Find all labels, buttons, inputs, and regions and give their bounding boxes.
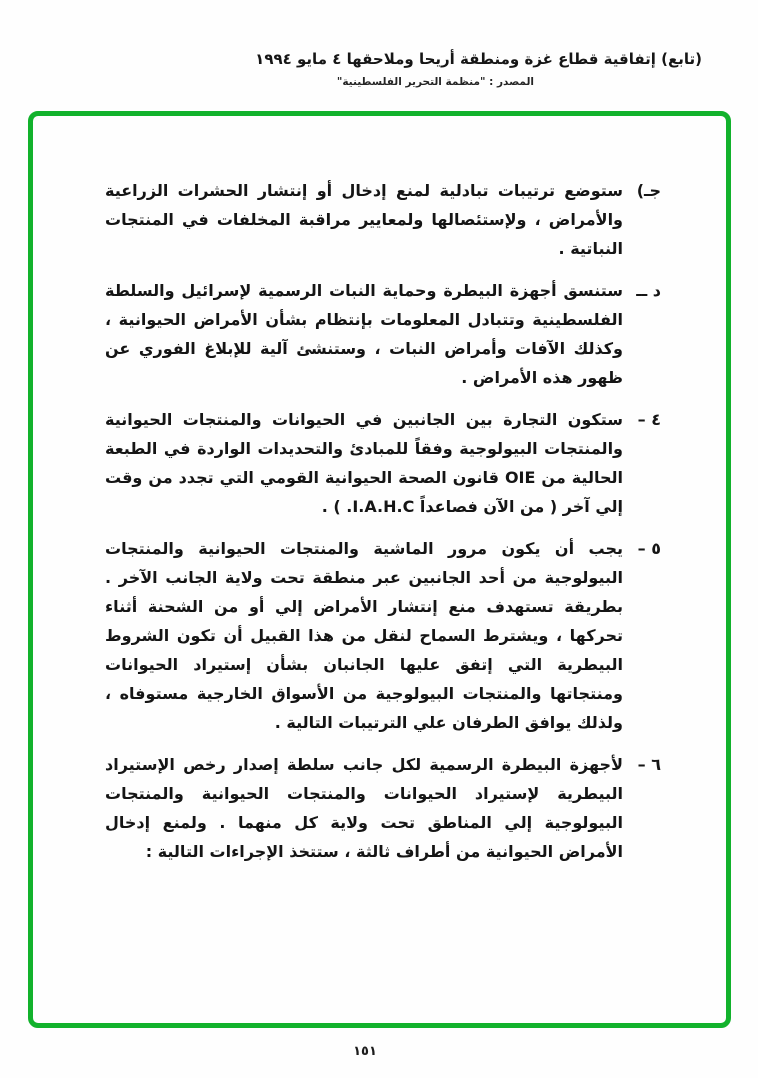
paragraph-text: يجب أن يكون مرور الماشية والمنتجات الحيوانية والمنتجات البيولوجية من أحد الجانبين عبر منطقة تحت ولاية الجانب الآخر . بطريقة تستهدف منع إنتشار الأمراض إلي أو من الشحنة أثناء تحركها ، ويشترط السماح لنقل من هذا القبيل أن تكون الشروط البيطرية التي إتفق عليها الجانبان بشأن إستيراد الحيوانات ومنتجاتها والمنتجات البيولوجية من الأسواق الخارجية مستوفاه ، ولذلك يوافق الطرفان علي الترتيبات التالية . bbox=[105, 539, 623, 732]
paragraph-text: ستنسق أجهزة البيطرة وحماية النبات الرسمية لإسرائيل والسلطة الفلسطينية وتتبادل المعلومات بإنتظام بشأن الأمراض الحيوانية ، وكذلك الآفات وأمراض النبات ، وستنشئ آلية للإبلاغ الفوري عن ظهور هذه الأمراض . bbox=[105, 281, 623, 387]
paragraph-marker: ٤ – bbox=[637, 410, 661, 429]
paragraph-text: ستكون التجارة بين الجانبين في الحيوانات والمنتجات الحيوانية والمنتجات البيولوجية وفقاً للمبادئ والتحديدات الواردة في الطبعة الحالية من OIE قانون الصحة الحيوانية القومي التي تجدد من وقت إلي آخر ( من الآن فصاعداً I.A.H.C. ) . bbox=[105, 410, 624, 516]
paragraph-marker: جـ) bbox=[636, 181, 661, 200]
page-number: ١٥١ bbox=[353, 1044, 377, 1059]
document-header-title: (تابع) إتفاقية قطاع غزة ومنطقة أريحا وملاحقها ٤ مايو ١٩٩٤ bbox=[255, 50, 702, 68]
paragraph-marker: د ــ bbox=[636, 281, 661, 300]
paragraph-item-c bbox=[105, 176, 661, 263]
document-body bbox=[105, 176, 661, 879]
paragraph-marker: ٦ – bbox=[637, 755, 661, 774]
paragraph-marker: ٥ – bbox=[637, 539, 661, 558]
paragraph-item-d bbox=[105, 276, 661, 392]
paragraph-item-5 bbox=[105, 534, 661, 737]
document-source-line: المصدر : "منظمة التحرير الفلسطينية" bbox=[336, 76, 534, 88]
paragraph-item-4 bbox=[105, 405, 661, 521]
paragraph-text: ستوضع ترتيبات تبادلية لمنع إدخال أو إنتشار الحشرات الزراعية والأمراض ، ولإستئصالها ولمعايير مراقبة المخلفات في المنتجات النباتية . bbox=[105, 181, 623, 258]
paragraph-text: لأجهزة البيطرة الرسمية لكل جانب سلطة إصدار رخص الإستيراد البيطرية لإستيراد الحيوانات والمنتجات الحيوانية والمنتجات البيولوجية إلي المناطق تحت ولاية كل منهما . ولمنع إدخال الأمراض الحيوانية من أطراف ثالثة ، ستتخذ الإجراءات التالية : bbox=[105, 755, 623, 861]
paragraph-item-6 bbox=[105, 750, 661, 866]
